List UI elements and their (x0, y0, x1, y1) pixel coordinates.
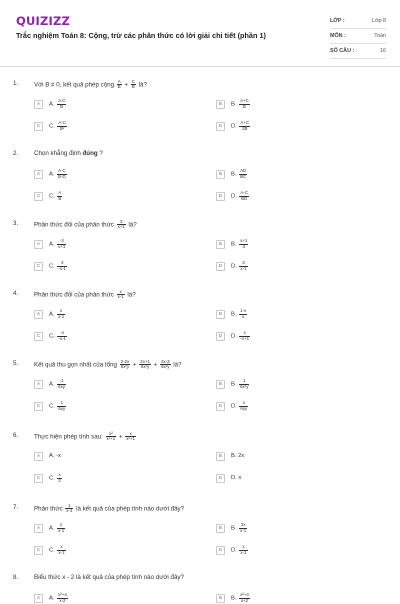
fraction (57, 121, 67, 131)
question-6 (0, 430, 400, 483)
option-label: D. (231, 193, 239, 200)
question-number: 3. (13, 220, 19, 227)
option-label: A. (49, 595, 57, 602)
question-text-lead: Phân thức (34, 505, 65, 513)
meta-key: SỐ CÂU : (330, 48, 355, 54)
answer-option-a[interactable] (34, 98, 67, 110)
question-text-tail: ? (97, 150, 103, 157)
question-text-lead: Với B ≠ 0, kết quả phép cộng (34, 81, 116, 89)
answer-option-c[interactable] (34, 260, 68, 272)
question-stem (0, 358, 400, 370)
page-header (0, 0, 400, 66)
fraction-denominator: 6xy (58, 405, 66, 411)
option-label: C. (49, 193, 57, 200)
option-label: A. (49, 241, 57, 248)
question-text-lead: Biểu thức x - 2 là kết quả của phép tính nào dưới đây? (34, 574, 184, 581)
option-checkbox[interactable]: B (216, 594, 225, 603)
fraction (125, 432, 136, 442)
fraction-numerator: x (239, 331, 250, 336)
question-number: 8. (13, 574, 19, 581)
answer-option-d[interactable] (216, 260, 249, 272)
fraction-denominator: 6x²y (161, 364, 170, 370)
quizizz-logo: QUIZIZZ (16, 14, 71, 28)
question-text-tail: là? (136, 81, 147, 89)
option-text (231, 545, 249, 555)
fraction-numerator: AD (240, 168, 247, 174)
fraction-denominator: x-1 (240, 265, 247, 271)
fraction-denominator: 6x²y (140, 364, 150, 370)
document-title: Trắc nghiệm Toán 8: Cộng, trừ các phân thức có lời giải chi tiết (phần 1) (16, 31, 266, 40)
question-text-lead: Phân thức đối của phân thức (34, 291, 116, 299)
fraction-numerator: x²+4 (240, 592, 249, 598)
fraction-numerator: A.C (58, 98, 66, 104)
option-label: A. (49, 311, 57, 318)
option-checkbox[interactable]: C (34, 402, 43, 411)
fraction-numerator: x (239, 401, 248, 406)
answer-option-d[interactable] (216, 400, 249, 412)
question-4 (0, 288, 400, 341)
answer-option-a[interactable] (34, 450, 61, 462)
fraction-denominator: x-1 (240, 527, 247, 533)
fraction-numerator: A+C (240, 120, 250, 126)
option-text (49, 473, 63, 483)
fraction-denominator: B (117, 84, 121, 90)
fraction (239, 331, 250, 341)
answer-option-a[interactable] (34, 592, 69, 604)
fraction-denominator: x-2 (59, 597, 66, 603)
option-checkbox[interactable]: A (34, 100, 43, 109)
option-label: B. (231, 101, 239, 108)
option-text (231, 453, 244, 459)
question-text (34, 504, 184, 514)
fraction-numerator: x (57, 545, 65, 550)
fraction-numerator: 2x+1 (140, 359, 150, 364)
option-checkbox[interactable]: A (34, 380, 43, 389)
option-checkbox[interactable]: C (34, 262, 43, 271)
question-2 (0, 148, 400, 201)
fraction-numerator: C (131, 79, 135, 84)
question-text (34, 432, 137, 442)
fraction-numerator: x+1 (240, 238, 248, 244)
fraction-denominator: 3 (242, 243, 245, 249)
option-text (231, 191, 250, 201)
option-checkbox[interactable]: A (34, 452, 43, 461)
fraction-numerator: 2x (240, 522, 246, 528)
question-text-lead: Chọn khẳng định (34, 150, 83, 157)
fraction (239, 239, 248, 249)
fraction-numerator: 1 (65, 504, 73, 509)
answer-option-a[interactable] (34, 308, 66, 320)
fraction-numerator: 3 (117, 220, 126, 225)
option-checkbox[interactable]: B (216, 380, 225, 389)
fraction (239, 261, 247, 271)
fraction (106, 432, 117, 442)
option-label: C. (49, 547, 57, 554)
option-label: D. (231, 263, 239, 270)
answer-option-c[interactable] (34, 330, 68, 342)
option-label: B. (231, 381, 239, 388)
fraction-denominator: x-1 (58, 527, 65, 533)
fraction-numerator: 2x-3 (160, 359, 170, 364)
fraction (160, 360, 171, 370)
question-text-emphasis: đúng (82, 150, 98, 157)
question-text-tail: là? (171, 361, 182, 369)
fraction (239, 99, 250, 109)
option-checkbox[interactable]: D (216, 192, 225, 201)
question-stem (0, 218, 400, 230)
option-checkbox[interactable]: D (216, 332, 225, 341)
option-checkbox[interactable]: B (216, 100, 225, 109)
fraction (139, 360, 151, 370)
answer-option-b[interactable] (216, 378, 250, 390)
option-label: D. (231, 403, 239, 410)
fraction (57, 99, 66, 109)
question-number: 7. (13, 504, 19, 511)
fraction-denominator: 6xy (58, 383, 65, 389)
fraction (57, 261, 67, 271)
answer-option-b[interactable] (216, 450, 244, 462)
option-text (231, 475, 241, 481)
option-checkbox[interactable]: D (216, 402, 225, 411)
plus-sign: + (131, 361, 139, 369)
question-text-tail: là? (126, 221, 137, 229)
option-checkbox[interactable]: A (34, 240, 43, 249)
fraction (117, 290, 125, 300)
question-text-lead: Thực hiện phép tính sau: (34, 433, 105, 441)
fraction (239, 309, 247, 319)
question-number: 1. (13, 80, 19, 87)
fraction-numerator: x (239, 545, 247, 550)
plus-sign: + (117, 433, 125, 441)
option-checkbox[interactable]: A (34, 594, 43, 603)
question-7 (0, 502, 400, 555)
question-1 (0, 78, 400, 131)
option-checkbox[interactable]: C (34, 332, 43, 341)
fraction (57, 331, 67, 341)
option-label: D. x (231, 475, 242, 481)
option-text (231, 331, 251, 341)
fraction-numerator: -1 (57, 379, 66, 384)
fraction-numerator: A+C (240, 98, 249, 104)
question-stem (0, 502, 400, 514)
fraction-numerator: x (57, 309, 65, 314)
question-number: 4. (13, 290, 19, 297)
plus-sign: + (151, 361, 159, 369)
option-text (231, 121, 251, 131)
fraction-numerator: A (117, 79, 121, 84)
question-stem (0, 148, 400, 160)
option-checkbox[interactable]: B (216, 524, 225, 533)
question-5 (0, 358, 400, 411)
option-label: B. 2x (231, 453, 245, 459)
fraction-denominator: x+1 (58, 243, 66, 249)
fraction-denominator: x+1 (117, 224, 125, 230)
fraction-numerator: x (125, 432, 136, 437)
fraction (239, 593, 250, 603)
answer-option-c[interactable] (34, 472, 63, 484)
fraction-denominator: B-D (58, 173, 66, 179)
option-text (231, 261, 249, 271)
question-text-tail: là? (125, 291, 136, 299)
option-text (49, 331, 68, 341)
answer-option-c[interactable] (34, 544, 67, 556)
fraction (57, 379, 66, 389)
question-3 (0, 218, 400, 271)
fraction-denominator: B (58, 195, 62, 201)
option-checkbox[interactable]: C (34, 192, 43, 201)
option-label: B. (231, 241, 239, 248)
option-checkbox[interactable]: C (34, 546, 43, 555)
fraction (239, 401, 248, 411)
option-text (231, 239, 249, 249)
answer-option-c[interactable] (34, 190, 63, 202)
fraction (65, 504, 73, 514)
meta-info (330, 14, 386, 59)
meta-key: LỚP : (330, 18, 345, 24)
fraction-numerator: 1 (57, 401, 66, 406)
option-text (231, 309, 248, 319)
fraction (131, 80, 136, 90)
option-label: D. (231, 333, 239, 340)
question-number: 5. (13, 360, 19, 367)
option-text (49, 401, 67, 411)
fraction-denominator: 6xy (240, 405, 248, 411)
answer-option-b[interactable] (216, 98, 251, 110)
answer-option-b[interactable] (216, 522, 248, 534)
option-label: C. (49, 475, 57, 482)
option-text (49, 593, 69, 603)
option-checkbox[interactable]: D (216, 262, 225, 271)
option-label: C. (49, 333, 57, 340)
fraction-denominator: -x-1 (58, 265, 66, 271)
fraction (117, 220, 126, 230)
fraction-numerator: -3 (57, 239, 66, 244)
option-text (49, 523, 66, 533)
option-text (49, 169, 68, 179)
fraction-denominator: x (242, 313, 245, 319)
fraction-denominator: -x+1 (240, 335, 250, 341)
option-label: A. (49, 525, 57, 532)
meta-value: 16 (380, 48, 386, 54)
fraction-numerator: 2-2x (120, 359, 130, 364)
fraction-numerator: 3 (239, 261, 247, 266)
option-label: C. (49, 123, 57, 130)
question-stem (0, 430, 400, 442)
option-checkbox[interactable]: B (216, 170, 225, 179)
fraction-denominator: 2B (242, 125, 248, 131)
fraction-denominator: 6x²y (120, 364, 130, 370)
fraction-numerator: A-C (58, 120, 66, 126)
fraction-numerator: x (117, 290, 125, 295)
fraction-denominator: 6x²y (240, 383, 249, 389)
option-checkbox[interactable]: C (34, 474, 43, 483)
option-checkbox[interactable]: C (34, 122, 43, 131)
fraction-denominator: x-1 (240, 549, 247, 555)
question-text (34, 360, 182, 370)
option-text (49, 545, 67, 555)
option-checkbox[interactable]: B (216, 452, 225, 461)
meta-row-subject (330, 29, 386, 44)
option-text (49, 99, 67, 109)
question-text (34, 290, 136, 300)
fraction (239, 545, 247, 555)
option-text (49, 191, 63, 201)
fraction (57, 191, 62, 201)
fraction-denominator: B (131, 84, 135, 90)
option-label: C. (49, 403, 57, 410)
fraction-numerator: x (57, 523, 65, 528)
question-text-lead: Phân thức đối của phân thức (34, 221, 116, 229)
fraction (239, 121, 250, 131)
fraction (57, 473, 61, 483)
option-checkbox[interactable]: B (216, 240, 225, 249)
answer-option-d[interactable] (216, 330, 251, 342)
fraction-denominator: x²+1 (106, 436, 116, 442)
fraction-numerator: -x (57, 331, 67, 336)
answer-option-d[interactable] (216, 190, 250, 202)
fraction (117, 80, 122, 90)
question-text (34, 80, 147, 90)
option-text (49, 379, 67, 389)
option-checkbox[interactable]: A (34, 170, 43, 179)
option-text (231, 401, 249, 411)
option-label: A. (49, 381, 57, 388)
fraction-denominator: 2 (58, 477, 61, 483)
option-label: A. (49, 101, 57, 108)
fraction (57, 401, 66, 411)
fraction (57, 239, 66, 249)
fraction-numerator: 1-x (240, 308, 247, 314)
fraction-denominator: x-1 (117, 294, 124, 300)
fraction (239, 169, 247, 179)
option-label: D. (231, 547, 239, 554)
answer-option-a[interactable] (34, 238, 67, 250)
fraction-numerator: 1 (239, 379, 249, 384)
fraction-denominator: x²+1 (126, 436, 135, 442)
header-divider (0, 66, 400, 67)
option-text (49, 453, 61, 459)
answer-option-a[interactable] (34, 378, 67, 390)
question-text (34, 574, 184, 581)
fraction (239, 379, 249, 389)
answer-option-d[interactable] (216, 544, 249, 556)
question-text (34, 220, 137, 230)
answer-option-b[interactable] (216, 308, 248, 320)
fraction (57, 309, 65, 319)
option-text (231, 593, 251, 603)
option-text (231, 523, 248, 533)
question-stem (0, 288, 400, 300)
fraction-numerator: x (58, 472, 61, 478)
meta-row-class (330, 14, 386, 29)
option-label: A. -x (49, 453, 61, 459)
answer-option-b[interactable] (216, 592, 251, 604)
answer-option-a[interactable] (34, 522, 66, 534)
fraction-denominator: BC (240, 173, 247, 179)
fraction-numerator: A (58, 190, 62, 196)
question-number: 6. (13, 432, 19, 439)
answer-option-c[interactable] (34, 400, 67, 412)
fraction-denominator: x-1 (66, 508, 73, 514)
option-label: B. (231, 311, 239, 318)
question-text (34, 150, 103, 157)
option-label: B. (231, 595, 239, 602)
fraction (57, 523, 65, 533)
fraction-denominator: x-1 (58, 313, 65, 319)
option-text (49, 121, 68, 131)
meta-value: Lớp 8 (371, 18, 386, 24)
fraction-denominator: -x-1 (58, 335, 66, 341)
answer-option-b[interactable] (216, 168, 248, 180)
fraction-denominator: B² (60, 125, 65, 131)
fraction-numerator: 3 (57, 261, 67, 266)
option-text (49, 261, 68, 271)
answer-option-a[interactable] (34, 168, 68, 180)
fraction-numerator: x² (106, 432, 117, 437)
option-checkbox[interactable]: A (34, 310, 43, 319)
fraction-numerator: A-C (240, 190, 248, 196)
option-label: B. (231, 525, 239, 532)
meta-row-count (330, 44, 386, 59)
plus-sign: + (122, 81, 130, 89)
option-checkbox[interactable]: B (216, 310, 225, 319)
fraction-numerator: x²+4 (58, 592, 67, 598)
option-text (231, 99, 251, 109)
answer-option-b[interactable] (216, 238, 249, 250)
fraction-denominator: B (60, 103, 64, 109)
option-text (49, 309, 66, 319)
option-text (49, 239, 67, 249)
option-checkbox[interactable]: A (34, 524, 43, 533)
fraction-denominator: BD (241, 195, 248, 201)
option-text (231, 169, 248, 179)
option-label: D. (231, 123, 239, 130)
fraction (239, 523, 247, 533)
question-8 (0, 572, 400, 603)
fraction-numerator: A-C (58, 168, 66, 174)
fraction-denominator: B (242, 103, 246, 109)
answer-option-c[interactable] (34, 120, 68, 132)
answer-option-d[interactable] (216, 472, 241, 484)
meta-key: MÔN : (330, 33, 346, 39)
fraction-denominator: x+2 (240, 597, 249, 603)
question-stem (0, 78, 400, 90)
fraction (120, 360, 131, 370)
answer-option-d[interactable] (216, 120, 251, 132)
question-stem (0, 572, 400, 584)
question-number: 2. (13, 150, 19, 157)
option-label: A. (49, 171, 57, 178)
option-checkbox[interactable]: D (216, 474, 225, 483)
option-checkbox[interactable]: D (216, 546, 225, 555)
option-label: B. (231, 171, 239, 178)
option-label: C. (49, 263, 57, 270)
meta-value: Toán (374, 33, 386, 39)
option-checkbox[interactable]: D (216, 122, 225, 131)
question-text-tail: là kết quả của phép tính nào dưới đây? (74, 505, 185, 513)
fraction-denominator: x-1 (58, 549, 65, 555)
fraction (57, 593, 68, 603)
fraction (57, 169, 67, 179)
fraction (57, 545, 65, 555)
fraction (239, 191, 249, 201)
option-text (231, 379, 250, 389)
question-text-lead: Kết quả thu gọn nhất của tổng (34, 361, 119, 369)
